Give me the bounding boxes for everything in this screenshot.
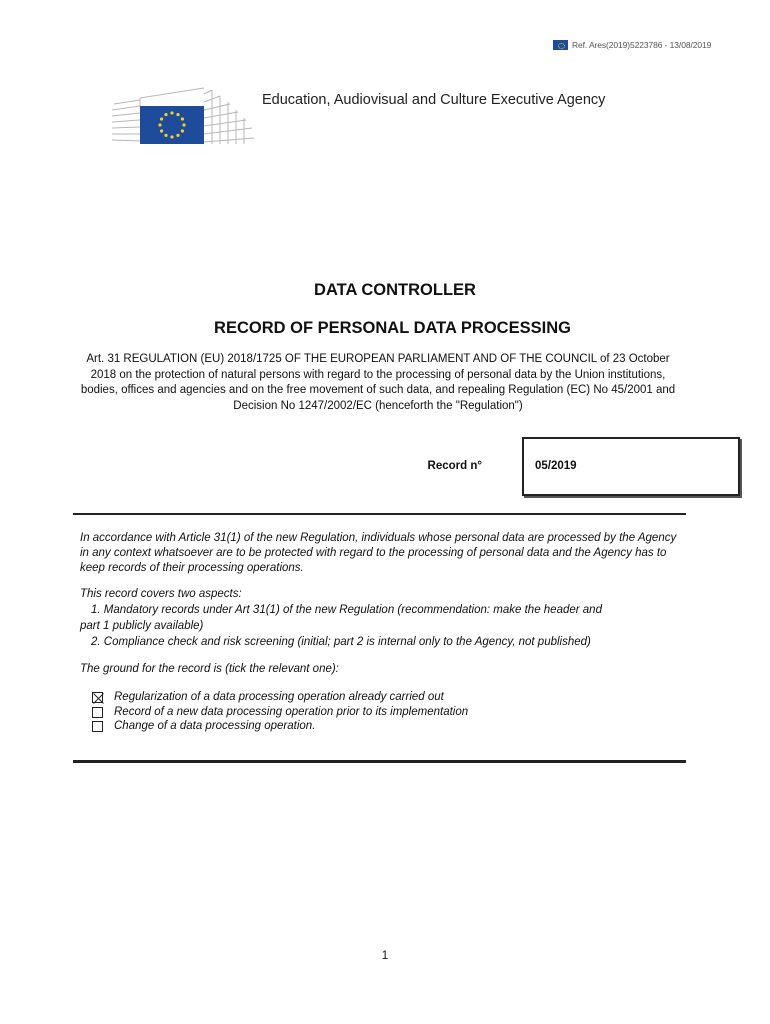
checkbox-unchecked[interactable] bbox=[92, 721, 103, 732]
european-commission-logo bbox=[112, 80, 254, 146]
ground-option-new-processing[interactable] bbox=[92, 705, 468, 719]
ground-option-label: Regularization of a data processing operation already carried out bbox=[114, 691, 444, 703]
section-divider-bottom bbox=[73, 760, 686, 763]
section-divider-top bbox=[73, 513, 686, 515]
page-number: 1 bbox=[381, 950, 389, 962]
ground-option-regularization[interactable] bbox=[92, 690, 444, 704]
ground-title: The ground for the record is (tick the relevant one): bbox=[80, 663, 339, 675]
ground-option-label: Change of a data processing operation. bbox=[114, 720, 316, 732]
checkbox-unchecked[interactable] bbox=[92, 707, 103, 718]
record-number-label: Record n° bbox=[427, 460, 482, 472]
intro-paragraph: In accordance with Article 31(1) of the new Regulation, individuals whose personal data are processed by the Agency in any context whatsoever are to be protected with regard to the processing of personal data and the Agency has to keep records of their processing operations. bbox=[80, 532, 677, 574]
aspect-item-1 bbox=[80, 603, 685, 634]
ground-option-label: Record of a new data processing operation prior to its implementation bbox=[114, 706, 469, 718]
page-subtitle: RECORD OF PERSONAL DATA PROCESSING bbox=[214, 319, 571, 337]
aspect-item-1-line-1: 1. Mandatory records under Art 31(1) of the new Regulation (recommendation: make the header and bbox=[91, 604, 602, 616]
aspect-item-2: 2. Compliance check and risk screening (initial; part 2 is internal only to the Agency, not published) bbox=[91, 636, 591, 648]
aspect-item-1-line-2: part 1 publicly available) bbox=[80, 619, 204, 632]
checkbox-cross-icon bbox=[93, 693, 104, 704]
regulation-reference: Art. 31 REGULATION (EU) 2018/1725 OF THE EUROPEAN PARLIAMENT AND OF THE COUNCIL of 23 October 2018 on the protection of natural persons with regard to the processing of personal data by the Union institutions, bodies, offices and agencies and on the free movement of such data, and repealing Regulation (EC) No 45/2001 and Decision No 1247/2002/EC (henceforth the "Regulation") bbox=[80, 353, 676, 412]
agency-name: Education, Audiovisual and Culture Executive Agency bbox=[262, 92, 606, 108]
checkbox-checked[interactable] bbox=[92, 692, 103, 703]
eu-flag-icon bbox=[553, 40, 568, 50]
ares-reference-text: Ref. Ares(2019)5223786 - 13/08/2019 bbox=[572, 40, 712, 50]
ares-reference-stamp bbox=[553, 39, 711, 51]
record-number-value: 05/2019 bbox=[535, 460, 577, 472]
european-commission-logo-icon bbox=[112, 80, 254, 146]
ground-option-change[interactable] bbox=[92, 719, 315, 733]
aspects-title: This record covers two aspects: bbox=[80, 588, 242, 600]
page-title: DATA CONTROLLER bbox=[314, 281, 476, 299]
